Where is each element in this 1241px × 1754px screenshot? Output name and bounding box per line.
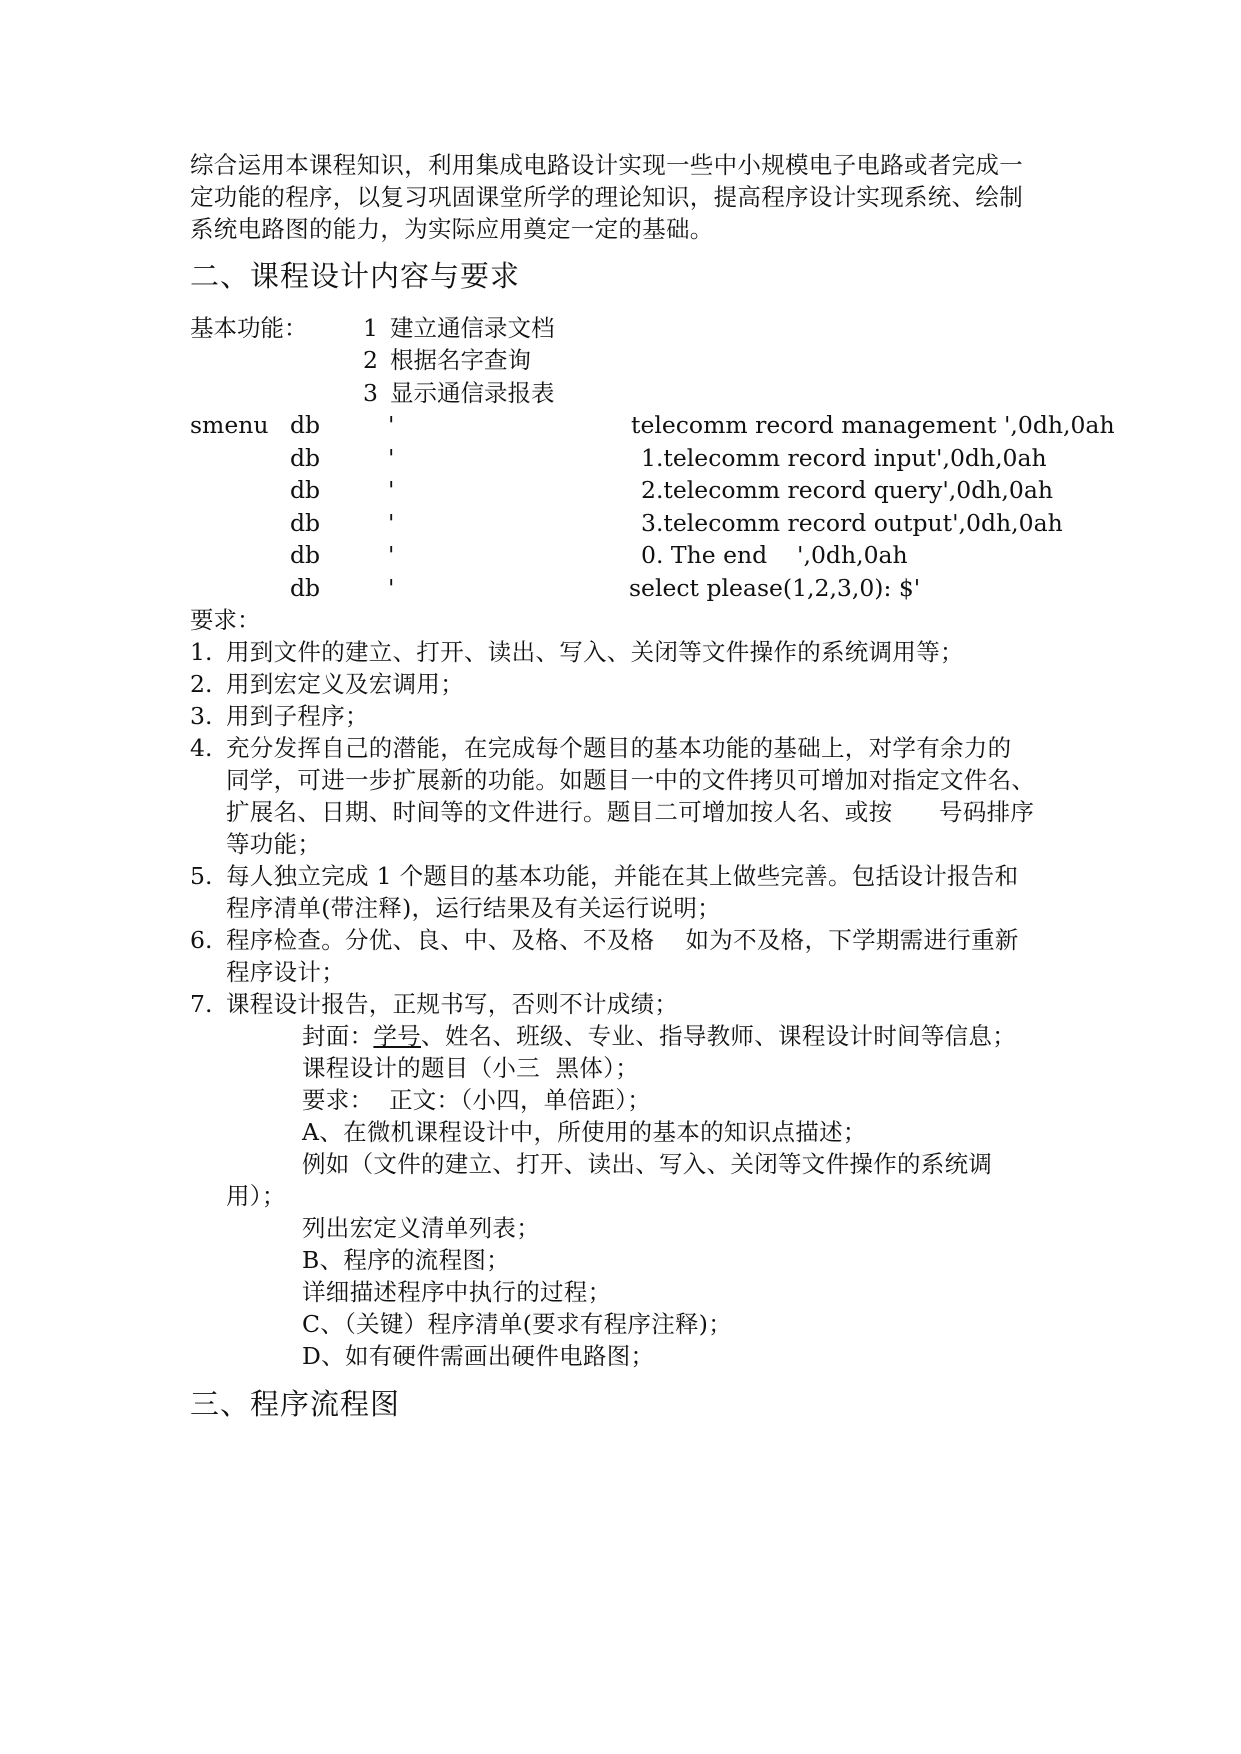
report-d-line: D、如有硬件需画出硬件电路图； — [302, 1342, 655, 1370]
code-text-3: 2.telecomm record query',0dh,0ah — [641, 476, 1053, 504]
req-6-line-2: 程序设计； — [226, 958, 345, 986]
req-num-6: 6. — [190, 926, 213, 954]
intro-line-2: 定功能的程序，以复习巩固课堂所学的理论知识，提高程序设计实现系统、绘制 — [190, 183, 1023, 211]
req-num-5: 5. — [190, 862, 213, 890]
report-detail-line: 详细描述程序中执行的过程； — [302, 1278, 612, 1306]
report-example-line-1: 例如（文件的建立、打开、读出、写入、关闭等文件操作的系统调 — [302, 1150, 993, 1178]
req-4-line-1: 充分发挥自己的潜能，在完成每个题目的基本功能的基础上，对学有余力的 — [226, 734, 1012, 762]
code-quote-3: ' — [388, 476, 395, 504]
report-cover-line — [302, 1021, 1016, 1051]
req-4-line-2: 同学，可进一步扩展新的功能。如题目一中的文件拷贝可增加对指定文件名、 — [226, 766, 1036, 794]
req-1-line-1: 用到文件的建立、打开、读出、写入、关闭等文件操作的系统调用等； — [226, 638, 964, 666]
req-4-line-4: 等功能； — [226, 830, 322, 858]
code-db-1: db — [290, 411, 321, 439]
req-4-line-3: 扩展名、日期、时间等的文件进行。题目二可增加按人名、或按 号码排序 — [226, 798, 1035, 826]
intro-line-3: 系统电路图的能力，为实际应用奠定一定的基础。 — [190, 215, 714, 243]
req-num-7: 7. — [190, 990, 213, 1018]
code-quote-5: ' — [388, 541, 395, 569]
req-5-line-2: 程序清单(带注释)，运行结果及有关运行说明； — [226, 894, 721, 922]
function-text-2: 根据名字查询 — [390, 346, 531, 374]
req-2-line-1: 用到宏定义及宏调用； — [226, 670, 464, 698]
code-text-4: 3.telecomm record output',0dh,0ah — [641, 509, 1063, 537]
function-text-1: 建立通信录文档 — [390, 314, 555, 342]
code-quote-2: ' — [388, 444, 395, 472]
req-num-3: 3. — [190, 702, 213, 730]
req-6-line-1: 程序检查。分优、良、中、及格、不及格 如为不及格，下学期需进行重新 — [226, 926, 1019, 954]
section-3-heading: 三、程序流程图 — [190, 1387, 401, 1421]
code-label-smenu: smenu — [190, 411, 269, 439]
report-body-line: 要求： 正文：（小四，单倍距）； — [302, 1086, 652, 1114]
code-quote-1: ' — [388, 411, 395, 439]
req-7-line-1: 课程设计报告，正规书写，否则不计成绩； — [226, 990, 679, 1018]
code-quote-6: ' — [388, 574, 395, 602]
code-text-2: 1.telecomm record input',0dh,0ah — [641, 444, 1047, 472]
cover-prefix: 封面： — [302, 1022, 374, 1050]
code-db-4: db — [290, 509, 321, 537]
req-num-1: 1. — [190, 638, 213, 666]
function-num-3: 3 — [363, 379, 378, 407]
code-db-3: db — [290, 476, 321, 504]
function-text-3: 显示通信录报表 — [390, 379, 555, 407]
code-db-6: db — [290, 574, 321, 602]
req-num-4: 4. — [190, 734, 213, 762]
requirements-label: 要求： — [190, 606, 261, 634]
req-3-line-1: 用到子程序； — [226, 702, 369, 730]
report-b-line: B、程序的流程图； — [302, 1246, 510, 1274]
code-text-5: 0. The end ',0dh,0ah — [641, 541, 908, 569]
code-db-2: db — [290, 444, 321, 472]
report-title-line: 课程设计的题目（小三 黑体）； — [302, 1054, 639, 1082]
code-text-1: telecomm record management ',0dh,0ah — [631, 411, 1115, 439]
report-c-line: C、（关键）程序清单(要求有程序注释)； — [302, 1310, 733, 1338]
code-quote-4: ' — [388, 509, 395, 537]
req-num-2: 2. — [190, 670, 213, 698]
code-db-5: db — [290, 541, 321, 569]
report-a-line: A、在微机课程设计中，所使用的基本的知识点描述； — [302, 1118, 867, 1146]
cover-student-id: 学号 — [373, 1022, 422, 1050]
function-num-1: 1 — [363, 314, 378, 342]
cover-rest: 、姓名、班级、专业、指导教师、课程设计时间等信息； — [421, 1022, 1017, 1050]
intro-line-1: 综合运用本课程知识，利用集成电路设计实现一些中小规模电子电路或者完成一 — [190, 151, 1023, 179]
report-macro-line: 列出宏定义清单列表； — [302, 1214, 540, 1242]
code-text-6: select please(1,2,3,0): $' — [629, 574, 921, 602]
function-num-2: 2 — [363, 346, 378, 374]
report-example-line-2: 用）； — [226, 1182, 286, 1210]
section-2-heading: 二、课程设计内容与要求 — [190, 259, 521, 293]
req-5-line-1: 每人独立完成 1 个题目的基本功能，并能在其上做些完善。包括设计报告和 — [226, 862, 1019, 890]
basic-functions-label: 基本功能： — [190, 314, 308, 342]
